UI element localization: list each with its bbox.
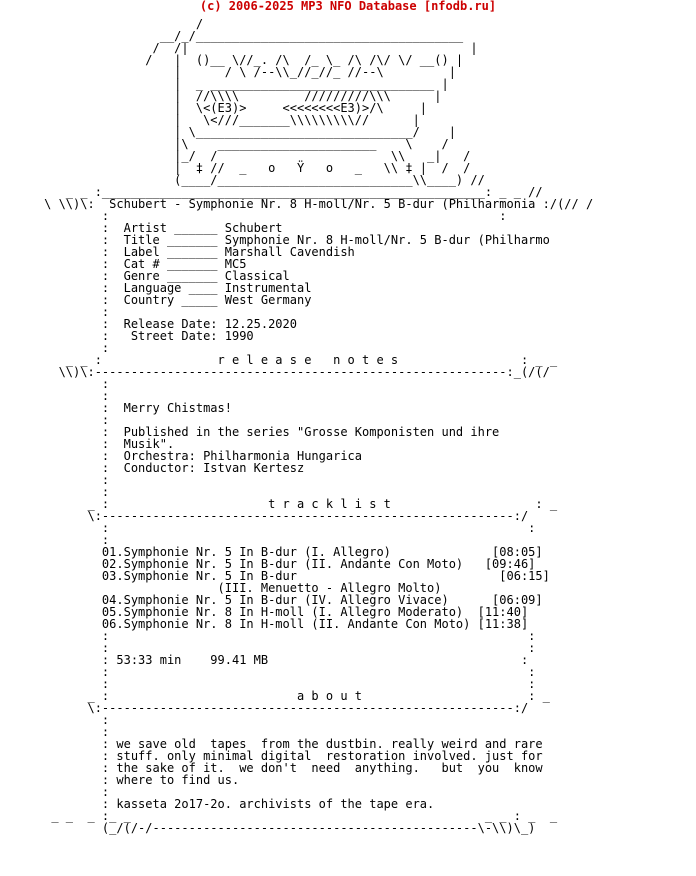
label-line: : Label _______ Marshall Cavendish (8, 245, 355, 259)
ascii-line: : (8, 713, 110, 727)
ascii-line: | \<///_______\\\\\\\\\// | (8, 113, 420, 127)
release-title-line: \ \\)\: Schubert - Symphonie Nr. 8 H-moll/Nr. 5 B-dur (Philharmonia :/(// / (8, 197, 594, 211)
title-line: : Title _______ Symphonie Nr. 8 H-moll/Nr. 5 B-dur (Philharmo (8, 233, 550, 247)
ascii-line: : (8, 305, 110, 319)
release-notes-heading: _ _ : r e l e a s e n o t e s : _ _ (8, 353, 558, 367)
track-row: 01.Symphonie Nr. 5 In B-dur (I. Allegro) [08:05] (8, 545, 543, 559)
track-row: 02.Symphonie Nr. 5 In B-dur (II. Andante Con Moto) [09:46] (8, 557, 536, 571)
ascii-line: : (8, 413, 110, 427)
ascii-line: : (8, 377, 110, 391)
nfodb-copyright-header[interactable]: (c) 2006-2025 MP3 NFO Database [nfodb.ru] (199, 0, 497, 13)
ascii-line: : (8, 473, 110, 487)
ascii-line: : (8, 341, 110, 355)
ascii-line: | _ _______________________________ | (8, 77, 449, 91)
ascii-line: __/_/_____________________________________ (8, 29, 464, 43)
ascii-line: (____/___________________________\\____) // (8, 173, 485, 187)
about-line: : stuff. only minimal digital restoration involved. just for (8, 749, 543, 763)
ascii-line: : (8, 389, 110, 403)
ascii-line: : (8, 533, 110, 547)
ascii-line: : (8, 485, 110, 499)
ascii-line: |\ ______________________ \ / (8, 137, 449, 151)
track-row: 03.Symphonie Nr. 5 In B-dur [06:15] (8, 569, 550, 583)
track-row-continuation: (III. Menuetto - Allegro Molto) (8, 581, 442, 595)
release-notes-line: : Musik". (8, 437, 175, 451)
about-line: : kasseta 2o17-2o. archivists of the tape era. (8, 797, 435, 811)
cat-number-line: : Cat # _______ MC5 (8, 257, 247, 271)
conductor-line: : Conductor: Istvan Kertesz (8, 461, 305, 475)
release-notes-line: : Published in the series "Grosse Komponisten und ihre (8, 425, 500, 439)
ascii-line: : : (8, 641, 536, 655)
street-date-line: : Street Date: 1990 (8, 329, 254, 343)
total-length-size-line: : 53:33 min 99.41 MB : (8, 653, 529, 667)
ascii-line: |_/ / \\ _| / (8, 149, 471, 163)
section-divider: \\)\:---------------------------------------------------------:_(/(/ (8, 365, 550, 379)
ascii-line: : : (8, 629, 536, 643)
ascii-line: : : (8, 677, 536, 691)
ascii-line: : (8, 785, 110, 799)
tracklist-heading: _ : t r a c k l i s t : _ (8, 497, 558, 511)
release-date-line: : Release Date: 12.25.2020 (8, 317, 297, 331)
about-line: : where to find us. (8, 773, 240, 787)
section-divider: \:---------------------------------------------------------:/ (8, 509, 529, 523)
orchestra-line: : Orchestra: Philharmonia Hungarica (8, 449, 363, 463)
ascii-line: | //\\\\ /////////\\\ | (8, 89, 442, 103)
ascii-line: | ‡ // _ o Ÿ o _ \\ ‡ | / / (8, 161, 471, 175)
ascii-line: | / \ /--\\_//_//_ //--\ | (8, 65, 456, 79)
genre-line: : Genre _______ Classical (8, 269, 290, 283)
ascii-line: _ _ :_____________________________________________________: _ _ // (8, 185, 543, 199)
ascii-line: / (8, 17, 204, 31)
ascii-line: | \______________________________/ | (8, 125, 456, 139)
ascii-line: : (8, 725, 110, 739)
ascii-line: / | ()__ \//_. /\ /_ \_ /\ /\/ \/ __() | (8, 53, 464, 67)
ascii-line: (_/(/-/---------------------------------------------\-\\)\_) (8, 821, 536, 835)
track-row: 06.Symphonie Nr. 8 In H-moll (II. Andante Con Moto) [11:38] (8, 617, 529, 631)
ascii-line: _ _ _ :_ _ _ _ : _ _ (8, 809, 558, 823)
country-line: : Country _____ West Germany (8, 293, 312, 307)
section-divider: \:---------------------------------------------------------:/ (8, 701, 529, 715)
about-line: : we save old tapes from the dustbin. really weird and rare (8, 737, 543, 751)
about-heading: _ : a b o u t : _ (8, 689, 550, 703)
ascii-line: : : (8, 521, 536, 535)
ascii-line: : : (8, 209, 507, 223)
language-line: : Language ____ Instrumental (8, 281, 312, 295)
ascii-line: / /| | (8, 41, 478, 55)
track-row: 04.Symphonie Nr. 5 In B-dur (IV. Allegro Vivace) [06:09] (8, 593, 543, 607)
track-row: 05.Symphonie Nr. 8 In H-moll (I. Allegro Moderato) [11:40] (8, 605, 529, 619)
release-notes-line: : Merry Chistmas! (8, 401, 232, 415)
ascii-line: : : (8, 665, 536, 679)
about-line: : the sake of it. we don't need anything. but you know (8, 761, 543, 775)
artist-line: : Artist ______ Schubert (8, 221, 283, 235)
ascii-line: | \<(E3)> <<<<<<<<E3)>/\ | (8, 101, 428, 115)
